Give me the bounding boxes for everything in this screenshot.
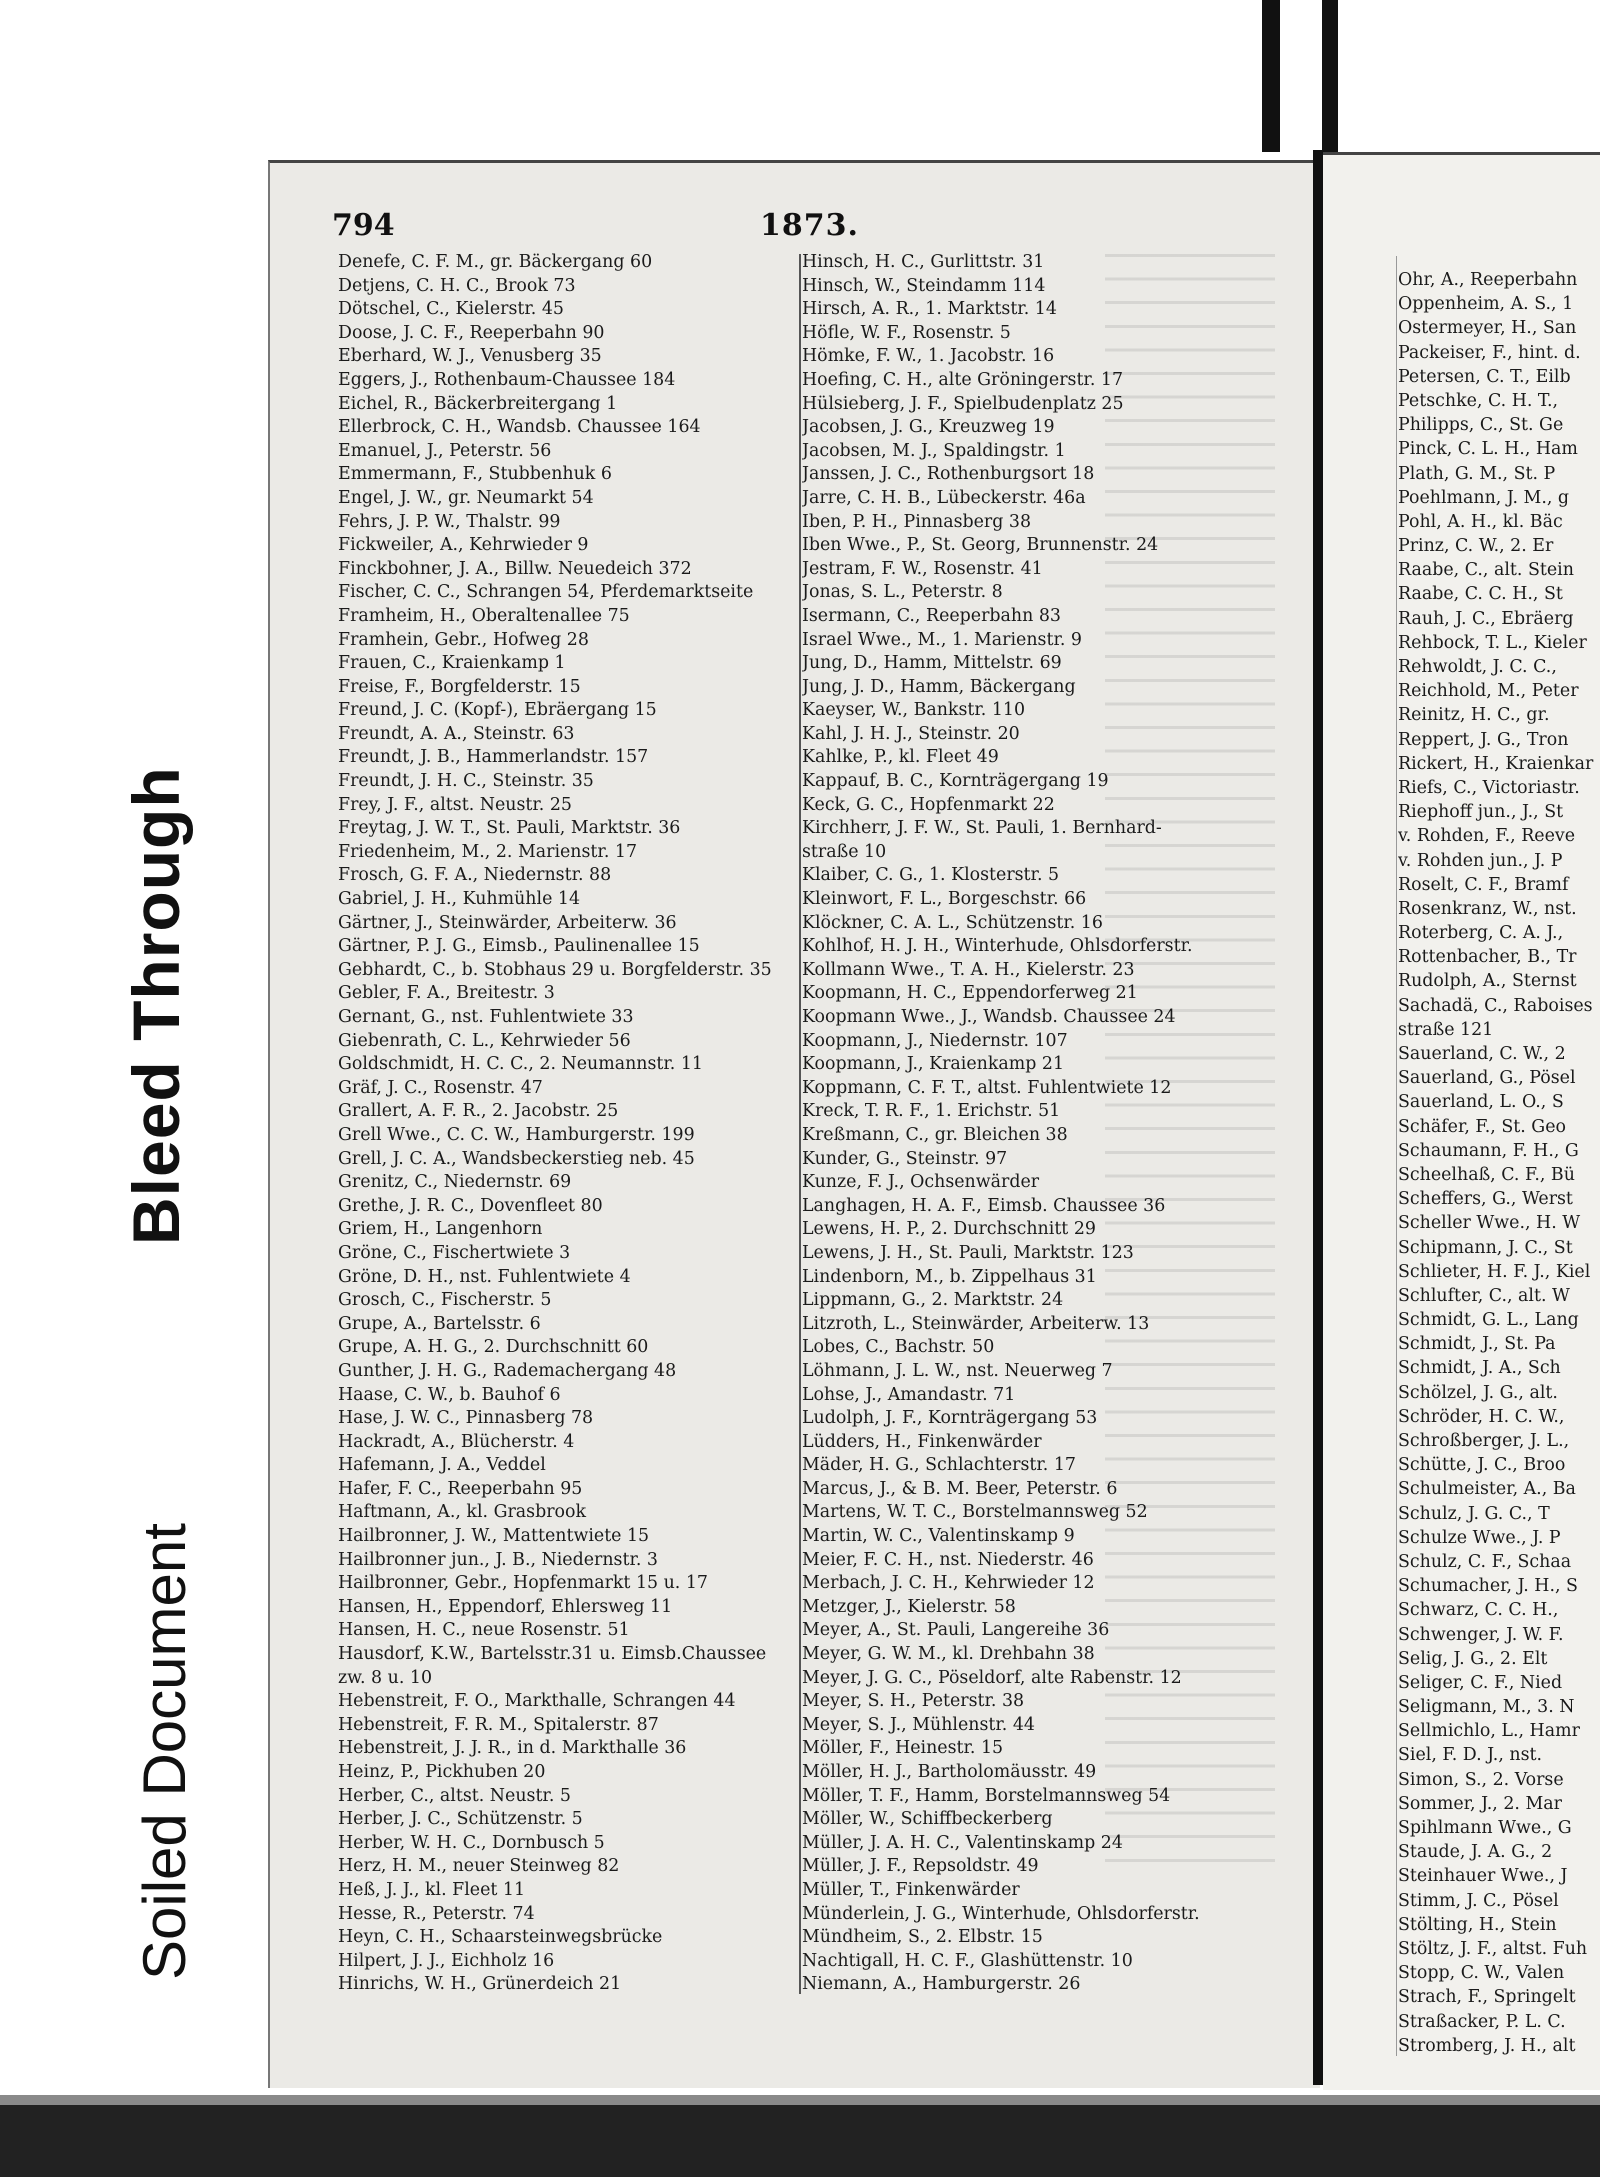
directory-entry: Freundt, J. H. C., Steinstr. 35 xyxy=(338,771,594,792)
directory-entry: Klaiber, C. G., 1. Klosterstr. 5 xyxy=(802,865,1060,886)
directory-entry: Hülsieberg, J. F., Spielbudenplatz 25 xyxy=(802,393,1124,414)
directory-entry: Müller, T., Finkenwärder xyxy=(802,1879,1020,1900)
directory-entry: Hoefing, C. H., alte Gröningerstr. 17 xyxy=(802,369,1124,390)
directory-entry: Frosch, G. F. A., Niedernstr. 88 xyxy=(338,865,612,886)
directory-entry: Rehwoldt, J. C. C., xyxy=(1398,657,1557,677)
directory-entry: Koopmann, H. C., Eppendorferweg 21 xyxy=(802,983,1138,1004)
directory-entry: Schmidt, J., St. Pa xyxy=(1398,1334,1556,1355)
directory-entry: Martin, W. C., Valentinskamp 9 xyxy=(802,1526,1075,1547)
directory-entry: Lewens, J. H., St. Pauli, Marktstr. 123 xyxy=(802,1242,1134,1263)
directory-entry: Löhmann, J. L. W., nst. Neuerweg 7 xyxy=(802,1360,1113,1381)
directory-entry: Schaumann, F. H., G xyxy=(1398,1140,1579,1161)
directory-entry: Iben, P. H., Pinnasberg 38 xyxy=(802,511,1032,532)
directory-entry: Rickert, H., Kraienkar xyxy=(1398,753,1594,774)
directory-entry: Jonas, S. L., Peterstr. 8 xyxy=(802,582,1003,603)
directory-entry: Lewens, H. P., 2. Durchschnitt 29 xyxy=(802,1219,1096,1240)
directory-entry: Goldschmidt, H. C. C., 2. Neumannstr. 11 xyxy=(338,1054,703,1075)
directory-entry: Hebenstreit, F. R. M., Spitalerstr. 87 xyxy=(338,1714,659,1735)
directory-entry: Möller, F., Heinestr. 15 xyxy=(802,1738,1004,1759)
directory-entry: Grell, J. C. A., Wandsbeckerstieg neb. 45 xyxy=(338,1148,695,1169)
directory-entry: v. Rohden, F., Reeve xyxy=(1398,826,1575,847)
directory-entry: Janssen, J. C., Rothenburgsort 18 xyxy=(802,464,1095,485)
directory-entry: Jung, D., Hamm, Mittelstr. 69 xyxy=(802,653,1062,674)
directory-entry: Pinck, C. L. H., Ham xyxy=(1398,439,1578,460)
directory-entry: Schulze Wwe., J. P xyxy=(1398,1527,1561,1548)
directory-entry: Eberhard, W. J., Venusberg 35 xyxy=(338,346,602,367)
directory-entry: Müller, J. A. H. C., Valentinskamp 24 xyxy=(802,1832,1123,1853)
directory-entry: Raabe, C. C. H., St xyxy=(1398,584,1563,605)
directory-entry: Seligmann, M., 3. N xyxy=(1398,1697,1575,1718)
directory-entry: Koopmann, J., Niedernstr. 107 xyxy=(802,1030,1068,1051)
directory-entry: Kunze, F. J., Ochsenwärder xyxy=(802,1172,1040,1193)
directory-entry: Schütte, J. C., Broo xyxy=(1398,1455,1566,1476)
directory-entry: Lobes, C., Bachstr. 50 xyxy=(802,1337,995,1358)
directory-entry: Gebler, F. A., Breitestr. 3 xyxy=(338,983,555,1004)
directory-entry: Isermann, C., Reeperbahn 83 xyxy=(802,605,1061,626)
directory-entry: Riephoff jun., J., St xyxy=(1398,802,1564,823)
directory-entry: Roselt, C. F., Bramf xyxy=(1398,874,1569,895)
top-black-rule-left xyxy=(1262,0,1280,152)
directory-entry: Hinsch, H. C., Gurlittstr. 31 xyxy=(802,252,1045,272)
directory-entry: Lippmann, G., 2. Marktstr. 24 xyxy=(802,1290,1064,1311)
directory-entry: Staude, J. A. G., 2 xyxy=(1398,1842,1553,1863)
directory-entry: Kollmann Wwe., T. A. H., Kielerstr. 23 xyxy=(802,959,1135,980)
directory-entry: straße 10 xyxy=(802,841,887,862)
directory-entry: Straßacker, P. L. C. xyxy=(1398,2011,1566,2032)
directory-entry: Steinhauer Wwe., J xyxy=(1398,1866,1568,1887)
directory-entry: Dötschel, C., Kielerstr. 45 xyxy=(338,299,564,320)
directory-entry: Kreßmann, C., gr. Bleichen 38 xyxy=(802,1124,1068,1145)
directory-entry: Meyer, A., St. Pauli, Langereihe 36 xyxy=(802,1620,1110,1641)
directory-entry: Schipmann, J. C., St xyxy=(1398,1237,1573,1258)
directory-entry: Müller, J. F., Repsoldstr. 49 xyxy=(802,1856,1039,1877)
directory-entry: Lohse, J., Amandastr. 71 xyxy=(802,1384,1016,1405)
directory-entry: Schäfer, F., St. Geo xyxy=(1398,1116,1566,1137)
directory-entry: Hebenstreit, J. J. R., in d. Markthalle 36 xyxy=(338,1738,687,1759)
directory-entry: Lüdders, H., Finkenwärder xyxy=(802,1431,1042,1452)
directory-entry: Höfle, W. F., Rosenstr. 5 xyxy=(802,322,1011,343)
directory-entry: Stromberg, J. H., alt xyxy=(1398,2035,1576,2056)
directory-entry: Gräf, J. C., Rosenstr. 47 xyxy=(338,1077,543,1098)
directory-entry: Gernant, G., nst. Fuhlentwiete 33 xyxy=(338,1007,634,1027)
directory-entry: Jarre, C. H. B., Lübeckerstr. 46a xyxy=(802,487,1086,508)
directory-entry: Spihlmann Wwe., G xyxy=(1398,1818,1572,1838)
directory-entry: Schwenger, J. W. F. xyxy=(1398,1624,1564,1645)
directory-entry: Sauerland, C. W., 2 xyxy=(1398,1044,1566,1064)
directory-entry: Hailbronner jun., J. B., Niedernstr. 3 xyxy=(338,1549,658,1570)
directory-entry: Riefs, C., Victoriastr. xyxy=(1398,777,1580,798)
directory-entry: Philipps, C., St. Ge xyxy=(1398,415,1564,436)
directory-entry: Prinz, C. W., 2. Er xyxy=(1398,536,1554,557)
directory-entry: Gabriel, J. H., Kuhmühle 14 xyxy=(338,889,581,910)
directory-entry: Siel, F. D. J., nst. xyxy=(1398,1745,1543,1766)
directory-entry: Freundt, J. B., Hammerlandstr. 157 xyxy=(338,747,649,768)
directory-entry: zw. 8 u. 10 xyxy=(338,1667,433,1688)
directory-entry: Framheim, H., Oberaltenallee 75 xyxy=(338,605,630,626)
page-number: 794 xyxy=(332,208,395,243)
directory-entry: Grupe, A. H. G., 2. Durchschnitt 60 xyxy=(338,1337,649,1358)
directory-entry: Gärtner, J., Steinwärder, Arbeiterw. 36 xyxy=(338,912,677,933)
directory-entry: Kreck, T. R. F., 1. Erichstr. 51 xyxy=(802,1101,1061,1122)
directory-entry: Emmermann, F., Stubbenhuk 6 xyxy=(338,464,612,485)
directory-entry: Haftmann, A., kl. Grasbrook xyxy=(338,1502,586,1523)
directory-entry: Scheller Wwe., H. W xyxy=(1398,1213,1581,1234)
top-black-rule-right xyxy=(1322,0,1338,152)
directory-entry: Herber, W. H. C., Dornbusch 5 xyxy=(338,1832,605,1853)
directory-entry: Poehlmann, J. M., g xyxy=(1398,487,1570,508)
directory-entry: Framhein, Gebr., Hofweg 28 xyxy=(338,629,589,650)
directory-entry: Oppenheim, A. S., 1 xyxy=(1398,294,1574,315)
directory-entry: Denefe, C. F. M., gr. Bäckergang 60 xyxy=(338,252,653,272)
directory-entry: Schmidt, J. A., Sch xyxy=(1398,1358,1561,1379)
directory-entry: Meyer, S. H., Peterstr. 38 xyxy=(802,1691,1025,1712)
directory-entry: Möller, W., Schiffbeckerberg xyxy=(802,1809,1053,1830)
directory-entry: Doose, J. C. F., Reeperbahn 90 xyxy=(338,322,605,343)
directory-entry: Meier, F. C. H., nst. Niederstr. 46 xyxy=(802,1549,1094,1570)
directory-entry: Roterberg, C. A. J., xyxy=(1398,923,1564,944)
directory-entry: Fickweiler, A., Kehrwieder 9 xyxy=(338,535,589,556)
directory-entry: v. Rohden jun., J. P xyxy=(1398,850,1563,871)
directory-entry: Grenitz, C., Niedernstr. 69 xyxy=(338,1172,572,1193)
directory-entry: Niemann, A., Hamburgerstr. 26 xyxy=(802,1974,1081,1995)
directory-entry: Giebenrath, C. L., Kehrwieder 56 xyxy=(338,1030,631,1051)
directory-entry: Koopmann Wwe., J., Wandsb. Chaussee 24 xyxy=(802,1007,1176,1027)
directory-entry: Kaeyser, W., Bankstr. 110 xyxy=(802,700,1026,721)
directory-entry: Selig, J. G., 2. Elt xyxy=(1398,1648,1548,1669)
directory-entry: Hansen, H. C., neue Rosenstr. 51 xyxy=(338,1620,630,1641)
directory-entry: Sommer, J., 2. Mar xyxy=(1398,1793,1562,1814)
directory-entry: Gärtner, P. J. G., Eimsb., Paulinenallee 15 xyxy=(338,936,700,957)
directory-entry: Pohl, A. H., kl. Bäc xyxy=(1398,511,1563,532)
directory-entry: Langhagen, H. A. F., Eimsb. Chaussee 36 xyxy=(802,1195,1166,1216)
directory-entry: Schölzel, J. G., alt. xyxy=(1398,1382,1558,1403)
directory-entry: Seliger, C. F., Nied xyxy=(1398,1672,1563,1693)
directory-entry: Strach, F., Springelt xyxy=(1398,1987,1576,2008)
directory-entry: Grosch, C., Fischerstr. 5 xyxy=(338,1290,552,1311)
directory-entry: Raabe, C., alt. Stein xyxy=(1398,560,1574,581)
directory-entry: Jestram, F. W., Rosenstr. 41 xyxy=(802,558,1043,579)
directory-entry: Rosenkranz, W., nst. xyxy=(1398,898,1577,919)
directory-entry: Hömke, F. W., 1. Jacobstr. 16 xyxy=(802,346,1055,367)
directory-entry: Schlufter, C., alt. W xyxy=(1398,1285,1570,1306)
directory-entry: Lindenborn, M., b. Zippelhaus 31 xyxy=(802,1266,1097,1287)
directory-entry: Kahl, J. H. J., Steinstr. 20 xyxy=(802,723,1020,744)
directory-entry: Finckbohner, J. A., Billw. Neuedeich 372 xyxy=(338,558,692,579)
directory-entry: Petersen, C. T., Eilb xyxy=(1398,366,1571,387)
directory-entry: Schumacher, J. H., S xyxy=(1398,1576,1578,1597)
directory-entry: Sachadä, C., Raboises xyxy=(1398,995,1593,1016)
directory-entry: Heß, J. J., kl. Fleet 11 xyxy=(338,1879,526,1900)
directory-entry: Herber, J. C., Schützenstr. 5 xyxy=(338,1809,583,1830)
directory-entry: Hausdorf, K.W., Bartelsstr.31 u. Eimsb.Chaussee xyxy=(338,1644,767,1665)
directory-entry: Meyer, G. W. M., kl. Drehbahn 38 xyxy=(802,1644,1095,1665)
directory-entry: Mäder, H. G., Schlachterstr. 17 xyxy=(802,1455,1076,1476)
directory-entry: Plath, G. M., St. P xyxy=(1398,463,1556,484)
directory-entry: Hansen, H., Eppendorf, Ehlersweg 11 xyxy=(338,1596,673,1617)
directory-entry: Nachtigall, H. C. F., Glashüttenstr. 10 xyxy=(802,1950,1133,1971)
directory-entry: Hesse, R., Peterstr. 74 xyxy=(338,1903,535,1924)
directory-entry: Kahlke, P., kl. Fleet 49 xyxy=(802,747,999,768)
directory-entry: Emanuel, J., Peterstr. 56 xyxy=(338,440,552,461)
directory-entry: Haase, C. W., b. Bauhof 6 xyxy=(338,1384,561,1405)
directory-entry: Grethe, J. R. C., Dovenfleet 80 xyxy=(338,1195,603,1216)
directory-entry: Reinitz, H. C., gr. xyxy=(1398,705,1550,726)
directory-entry: Hafemann, J. A., Veddel xyxy=(338,1455,546,1476)
directory-entry: Ohr, A., Reeperbahn xyxy=(1398,270,1578,290)
directory-column-left xyxy=(338,251,800,1997)
directory-entry: Fischer, C. C., Schrangen 54, Pferdemarktseite xyxy=(338,582,754,603)
directory-entry: Scheelhaß, C. F., Bü xyxy=(1398,1164,1575,1185)
directory-entry: Hase, J. W. C., Pinnasberg 78 xyxy=(338,1408,594,1429)
directory-entry: Frey, J. F., altst. Neustr. 25 xyxy=(338,794,572,815)
directory-entry: Eichel, R., Bäckerbreitergang 1 xyxy=(338,393,618,414)
directory-entry: Hinrichs, W. H., Grünerdeich 21 xyxy=(338,1974,622,1995)
page-gutter xyxy=(1313,150,1323,2085)
directory-entry: Stöltz, J. F., altst. Fuh xyxy=(1398,1938,1588,1959)
directory-entry: Grupe, A., Bartelsstr. 6 xyxy=(338,1313,541,1334)
directory-entry: Klöckner, C. A. L., Schützenstr. 16 xyxy=(802,912,1103,933)
directory-entry: Hirsch, A. R., 1. Marktstr. 14 xyxy=(802,299,1057,320)
directory-entry: Sauerland, G., Pösel xyxy=(1398,1068,1576,1089)
directory-entry: Freundt, A. A., Steinstr. 63 xyxy=(338,723,575,744)
directory-entry: Kleinwort, F. L., Borgeschstr. 66 xyxy=(802,889,1087,910)
directory-entry: Koppmann, C. F. T., altst. Fuhlentwiete 12 xyxy=(802,1077,1172,1098)
directory-entry: Schmidt, G. L., Lang xyxy=(1398,1310,1579,1331)
directory-entry: Petschke, C. H. T., xyxy=(1398,390,1559,411)
directory-entry: Jung, J. D., Hamm, Bäckergang xyxy=(802,676,1076,697)
directory-column-right xyxy=(1398,268,1600,2058)
directory-entry: Sellmichlo, L., Hamr xyxy=(1398,1721,1580,1742)
directory-entry: Detjens, C. H. C., Brook 73 xyxy=(338,275,576,296)
directory-entry: Engel, J. W., gr. Neumarkt 54 xyxy=(338,487,594,508)
directory-entry: Martens, W. T. C., Borstelmannsweg 52 xyxy=(802,1502,1148,1523)
page-year-header: 1873. xyxy=(760,208,859,243)
directory-entry: Kirchherr, J. F. W., St. Pauli, 1. Bernhard- xyxy=(802,818,1162,839)
directory-entry: Hinsch, W., Steindamm 114 xyxy=(802,275,1046,296)
directory-entry: Hailbronner, J. W., Mattentwiete 15 xyxy=(338,1526,650,1547)
directory-entry: Meyer, J. G. C., Pöseldorf, alte Rabenstr. 12 xyxy=(802,1667,1182,1688)
directory-entry: Griem, H., Langenhorn xyxy=(338,1219,543,1240)
directory-entry: Möller, T. F., Hamm, Borstelmannsweg 54 xyxy=(802,1785,1171,1806)
directory-entry: Gröne, D. H., nst. Fuhlentwiete 4 xyxy=(338,1266,631,1287)
directory-entry: Schwarz, C. C. H., xyxy=(1398,1600,1559,1621)
directory-entry: Ostermeyer, H., San xyxy=(1398,318,1577,339)
directory-entry: Schröder, H. C. W., xyxy=(1398,1406,1565,1427)
directory-entry: Meyer, S. J., Mühlenstr. 44 xyxy=(802,1714,1035,1735)
directory-entry: Metzger, J., Kielerstr. 58 xyxy=(802,1596,1016,1617)
directory-entry: Schulz, C. F., Schaa xyxy=(1398,1551,1572,1572)
directory-entry: Heyn, C. H., Schaarsteinwegsbrücke xyxy=(338,1927,663,1948)
directory-entry: Grell Wwe., C. C. W., Hamburgerstr. 199 xyxy=(338,1124,695,1145)
directory-entry: Kunder, G., Steinstr. 97 xyxy=(802,1148,1008,1169)
directory-entry: Heinz, P., Pickhuben 20 xyxy=(338,1762,546,1782)
directory-entry: Frauen, C., Kraienkamp 1 xyxy=(338,653,566,674)
directory-entry: Hafer, F. C., Reeperbahn 95 xyxy=(338,1478,583,1499)
directory-entry: Jacobsen, M. J., Spaldingstr. 1 xyxy=(802,440,1066,461)
directory-entry: Schulmeister, A., Ba xyxy=(1398,1479,1576,1500)
directory-entry: Herber, C., altst. Neustr. 5 xyxy=(338,1785,571,1806)
directory-entry: Ellerbrock, C. H., Wandsb. Chaussee 164 xyxy=(338,417,701,438)
directory-entry: Koopmann, J., Kraienkamp 21 xyxy=(802,1054,1065,1075)
directory-entry: Friedenheim, M., 2. Marienstr. 17 xyxy=(338,841,638,862)
directory-entry: Mündheim, S., 2. Elbstr. 15 xyxy=(802,1927,1043,1948)
directory-entry: Freund, J. C. (Kopf-), Ebräergang 15 xyxy=(338,700,657,721)
directory-entry: Marcus, J., & B. M. Beer, Peterstr. 6 xyxy=(802,1478,1118,1499)
directory-entry: Litzroth, L., Steinwärder, Arbeiterw. 13 xyxy=(802,1313,1150,1334)
directory-entry: Schulz, J. G. C., T xyxy=(1398,1503,1550,1524)
directory-entry: Keck, G. C., Hopfenmarkt 22 xyxy=(802,794,1055,815)
scan-bottom-border xyxy=(0,2105,1600,2177)
directory-entry: Schlieter, H. F. J., Kiel xyxy=(1398,1261,1591,1282)
directory-entry: Hailbronner, Gebr., Hopfenmarkt 15 u. 17 xyxy=(338,1573,708,1594)
directory-entry: Stopp, C. W., Valen xyxy=(1398,1963,1565,1984)
directory-entry: Kohlhof, H. J. H., Winterhude, Ohlsdorferstr. xyxy=(802,936,1193,957)
directory-entry: Ludolph, J. F., Kornträgergang 53 xyxy=(802,1408,1098,1429)
directory-entry: Packeiser, F., hint. d. xyxy=(1398,342,1581,363)
right-page-margin-line xyxy=(1396,256,1397,2056)
directory-entry: Herz, H. M., neuer Steinweg 82 xyxy=(338,1856,620,1877)
directory-entry: Hilpert, J. J., Eichholz 16 xyxy=(338,1950,555,1971)
bleed-through-label: Bleed Through xyxy=(119,766,193,1245)
directory-entry: Stölting, H., Stein xyxy=(1398,1914,1557,1935)
directory-entry: Rehbock, T. L., Kieler xyxy=(1398,632,1587,653)
directory-column-middle xyxy=(802,251,1282,1997)
directory-entry: Sauerland, L. O., S xyxy=(1398,1092,1564,1113)
directory-entry: Rauh, J. C., Ebräerg xyxy=(1398,608,1574,629)
directory-entry: straße 121 xyxy=(1398,1019,1494,1040)
directory-entry: Rudolph, A., Sternst xyxy=(1398,971,1577,992)
directory-entry: Freytag, J. W. T., St. Pauli, Marktstr. 36 xyxy=(338,818,681,839)
directory-entry: Gunther, J. H. G., Rademachergang 48 xyxy=(338,1360,677,1381)
directory-entry: Stimm, J. C., Pösel xyxy=(1398,1890,1559,1911)
directory-entry: Hebenstreit, F. O., Markthalle, Schrangen 44 xyxy=(338,1691,736,1712)
directory-entry: Schroßberger, J. L., xyxy=(1398,1431,1570,1451)
directory-entry: Israel Wwe., M., 1. Marienstr. 9 xyxy=(802,629,1082,650)
directory-entry: Iben Wwe., P., St. Georg, Brunnenstr. 24 xyxy=(802,535,1159,556)
directory-entry: Eggers, J., Rothenbaum-Chaussee 184 xyxy=(338,369,676,390)
directory-entry: Grallert, A. F. R., 2. Jacobstr. 25 xyxy=(338,1101,619,1122)
directory-entry: Reppert, J. G., Tron xyxy=(1398,729,1569,750)
directory-entry: Gebhardt, C., b. Stobhaus 29 u. Borgfelderstr. 35 xyxy=(338,959,772,980)
directory-entry: Jacobsen, J. G., Kreuzweg 19 xyxy=(802,417,1055,438)
directory-entry: Freise, F., Borgfelderstr. 15 xyxy=(338,676,581,697)
directory-entry: Kappauf, B. C., Kornträgergang 19 xyxy=(802,771,1109,792)
directory-entry: Merbach, J. C. H., Kehrwieder 12 xyxy=(802,1573,1095,1594)
directory-entry: Gröne, C., Fischertwiete 3 xyxy=(338,1242,571,1263)
directory-entry: Möller, H. J., Bartholomäusstr. 49 xyxy=(802,1762,1097,1782)
directory-entry: Scheffers, G., Werst xyxy=(1398,1189,1573,1210)
directory-entry: Hackradt, A., Blücherstr. 4 xyxy=(338,1431,575,1452)
directory-entry: Münderlein, J. G., Winterhude, Ohlsdorferstr. xyxy=(802,1903,1200,1924)
directory-entry: Fehrs, J. P. W., Thalstr. 99 xyxy=(338,511,561,532)
directory-entry: Reichhold, M., Peter xyxy=(1398,681,1579,702)
directory-entry: Simon, S., 2. Vorse xyxy=(1398,1769,1564,1790)
soiled-document-label: Soiled Document xyxy=(131,1523,198,1980)
directory-entry: Rottenbacher, B., Tr xyxy=(1398,947,1577,968)
